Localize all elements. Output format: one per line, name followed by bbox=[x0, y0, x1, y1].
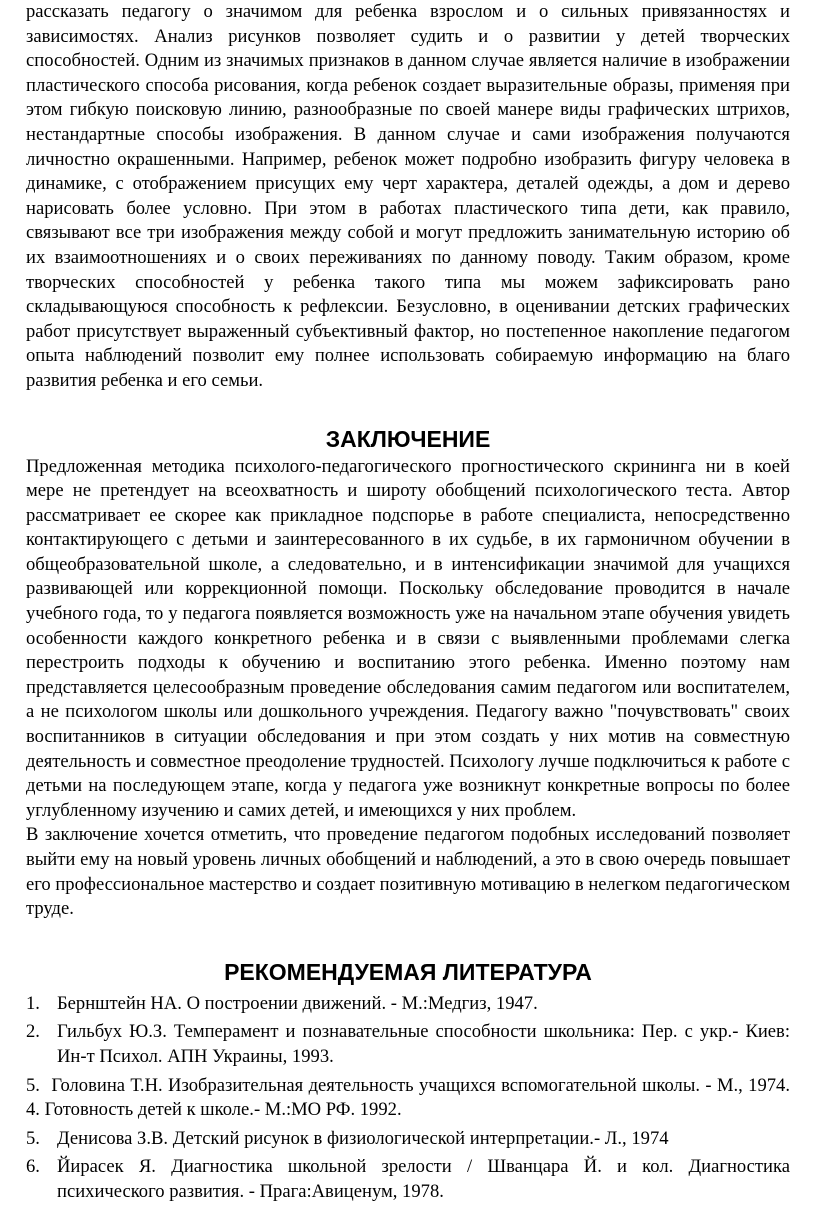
reference-text: Денисова З.В. Детский рисунок в физиологической интерпретации.- Л., 1974 bbox=[57, 1127, 669, 1149]
reference-item bbox=[26, 1155, 790, 1204]
intro-paragraph: рассказать педагогу о значимом для ребенка взрослом и о сильных привязанностях и зависимостях. Анализ рисунков позволяет судить и о развитии у детей творческих способностей. Одним из значимых признаков в данном случае является наличие в изображении пластического способа рисования, когда ребенок создает выразительные образы, применяя при этом гибкую поисковую линию, разнообразные по своей манере виды графических штрихов, нестандартные способы изображения. В данном случае и сами изображения получаются личностно окрашенными. Например, ребенок может подробно изобразить фигуру человека в динамике, с отображением присущих ему черт характера, деталей одежды, а дом и дерево нарисовать более условно. При этом в работах пластического типа дети, как правило, связывают все три изображения между собой и могут предложить занимательную историю об их взаимоотношениях и о своих переживаниях по данному поводу. Таким образом, кроме творческих способностей у ребенка такого типа мы можем зафиксировать рано складывающуюся способность к рефлексии. Безусловно, в оценивании детских графических работ присутствует выраженный субъективный фактор, но постепенное накопление педагогом опыта наблюдений позволит ему полнее использовать собираемую информацию на благо развития ребенка и его семьи. bbox=[26, 1, 790, 391]
conclusion-paragraph-1: Предложенная методика психолого-педагогического прогностического скрининга ни в коей мере не претендует на всеохватность и широту обобщений психологического теста. Автор рассматривает ее скорее как прикладное подспорье в работе специалиста, непосредственно контактирующего с детьми и заинтересованного в их судьбе, в их гармоничном обучении в общеобразовательной школе, а следовательно, и в интенсификации значимой для учащихся развивающей или коррекционной помощи. Поскольку обследование проводится в начале учебного года, то у педагога появляется возможность уже на начальном этапе обучения увидеть особенности каждого конкретного ребенка и в связи с выявленными проблемами слегка перестроить подходы к обучению и воспитанию этого ребенка. Именно поэтому нам представляется целесообразным проведение обследования самим педагогом или воспитателем, а не психологом школы или дошкольного учреждения. Педагогу важно "почувствовать" своих воспитанников в ситуации обследования и при этом создать у них мотив на совместную деятельность и совместное преодоление трудностей. Психологу лучше подключиться к работе с детьми на последующем этапе, когда у педагога уже возникнут конкретные вопросы по более углубленному изучению и самих детей, и имеющихся у них проблем. bbox=[26, 455, 790, 821]
reference-number: 1. bbox=[26, 992, 40, 1014]
reference-item bbox=[26, 1127, 790, 1152]
reference-text: Йирасек Я. Диагностика школьной зрелости / Шванцара Й. и кол. Диагностика психического развития. - Прага:Авиценум, 1978. bbox=[57, 1156, 790, 1202]
reference-text: Бернштейн НА. О построении движений. - М.:Медгиз, 1947. bbox=[57, 992, 538, 1014]
reference-text: Головина Т.Н. Изобразительная деятельность учащихся вспомогательной школы. - М., 1974. 4. Готовность детей к школе.- М.:МО РФ. 1992. bbox=[26, 1074, 790, 1121]
references-heading: РЕКОМЕНДУЕМАЯ ЛИТЕРАТУРА bbox=[224, 958, 592, 985]
conclusion-heading: ЗАКЛЮЧЕНИЕ bbox=[325, 425, 491, 452]
reference-item bbox=[26, 1074, 790, 1123]
reference-item bbox=[26, 1020, 790, 1069]
reference-item bbox=[26, 992, 790, 1017]
reference-number: 5. bbox=[26, 1127, 40, 1149]
references-list bbox=[26, 992, 790, 1205]
reference-number: 6. bbox=[26, 1156, 40, 1178]
document-page bbox=[26, 0, 790, 1209]
reference-number: 2. bbox=[26, 1021, 40, 1043]
reference-number: 5. bbox=[26, 1074, 40, 1096]
reference-text: Гильбух Ю.З. Темперамент и познавательные способности школьника: Пер. с укр.- Киев: Ин-т Психол. АПН Украины, 1993. bbox=[57, 1021, 790, 1067]
conclusion-paragraph-2: В заключение хочется отметить, что проведение педагогом подобных исследований позволяет выйти ему на новый уровень личных обобщений и наблюдений, а это в свою очередь повышает его профессиональное мастерство и создает позитивную мотивацию в нелегком педагогическом труде. bbox=[26, 824, 790, 920]
